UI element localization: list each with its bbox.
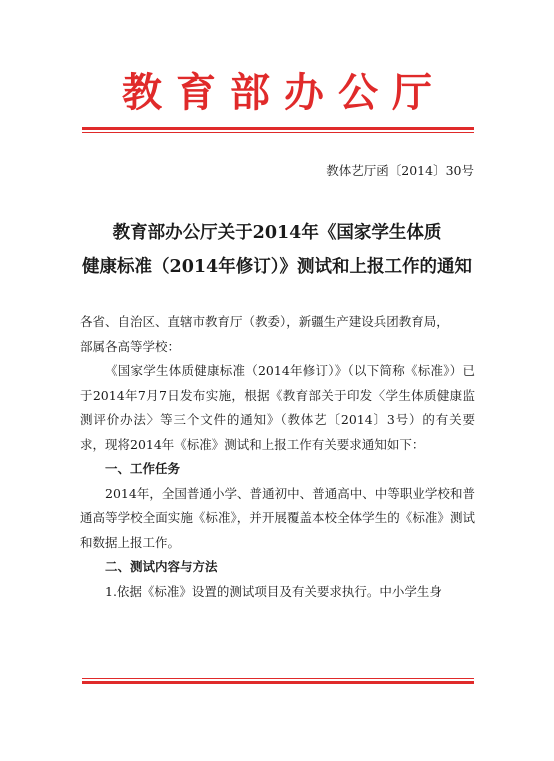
section-heading-2: 二、测试内容与方法 — [105, 559, 218, 574]
header-red-rule-thick — [82, 127, 474, 130]
addressee-line-2: 部属各高等学校： — [80, 338, 181, 354]
document-title-line-2: 健康标准（2014年修订）》测试和上报工作的通知 — [82, 257, 472, 277]
document-number: 教体艺厅函〔2014〕30号 — [326, 163, 474, 178]
section-heading-1: 一、工作任务 — [105, 461, 181, 476]
issuer-header: 教育部办公厅 — [122, 69, 446, 116]
document-title — [60, 216, 494, 284]
document-title-line-1: 教育部办公厅关于2014年《国家学生体质 — [112, 223, 442, 243]
addressee-line-1: 各省、自治区、直辖市教育厅（教委），新疆生产建设兵团教育局， — [80, 314, 449, 329]
document-body — [80, 310, 475, 604]
paragraph-intro: 《国家学生体质健康标准（2014年修订）》（以下简称《标准》）已于2014年7月7日发布实施，根据《教育部关于印发〈学生体质健康监测评价办法〉等三个文件的通知》（教体艺〔2014〕3号）的有关要求，现将2014年《标准》测试和上报工作有关要求通知如下： — [80, 363, 475, 452]
footer-red-rule-thick — [82, 681, 474, 684]
paragraph-task: 2014年，全国普通小学、普通初中、普通高中、中等职业学校和普通高等学校全面实施《标准》，并开展覆盖本校全体学生的《标准》测试和数据上报工作。 — [80, 485, 475, 550]
paragraph-method: 1.依据《标准》设置的测试项目及有关要求执行。中小学生身 — [105, 583, 442, 599]
footer-red-rule-thin — [82, 678, 474, 679]
header-red-rule-thin — [82, 132, 474, 133]
